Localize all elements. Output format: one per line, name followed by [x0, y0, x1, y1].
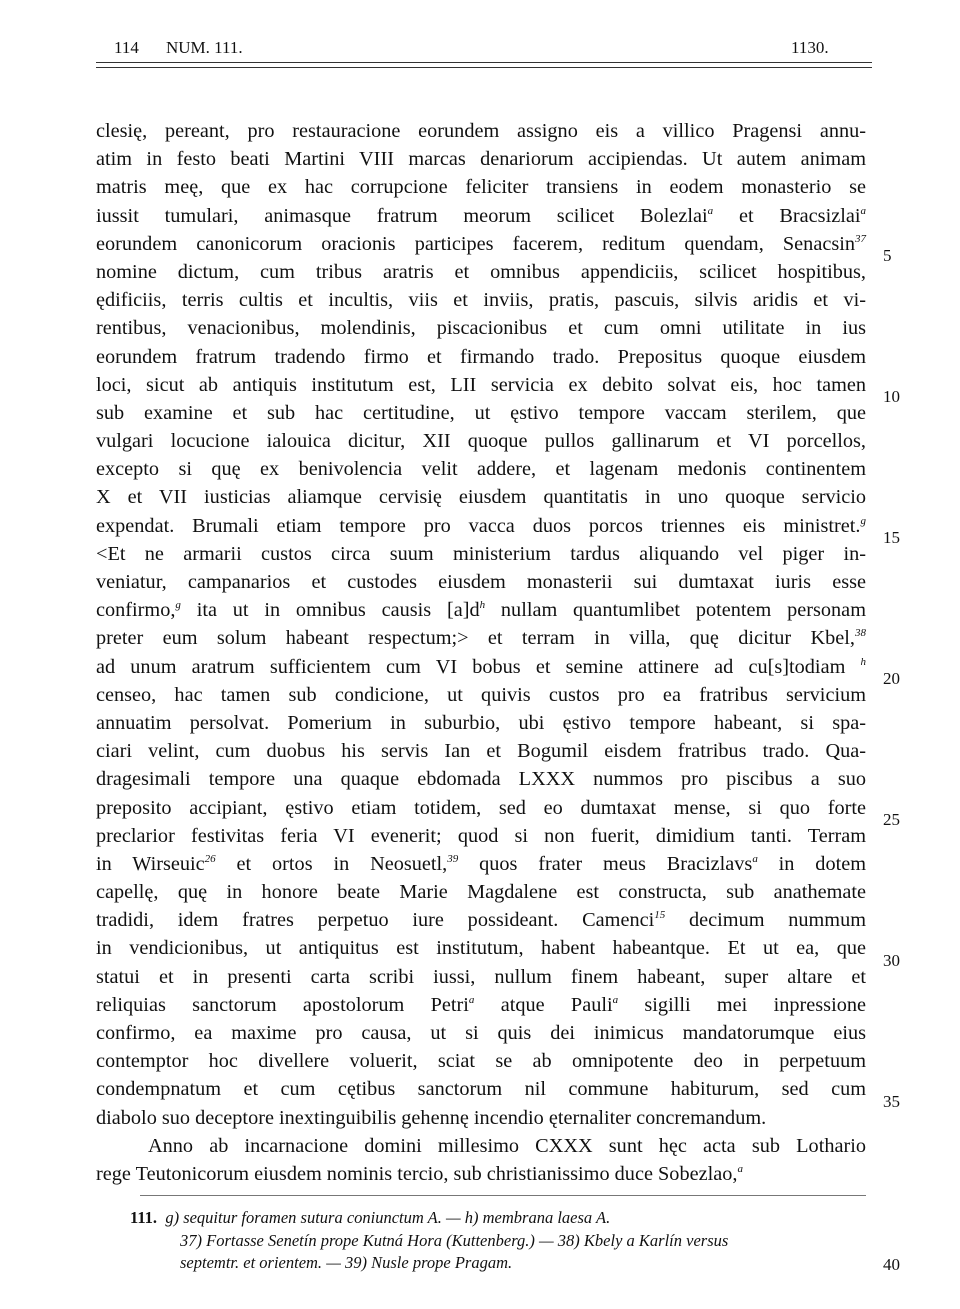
text-line: clesię, pereant, pro restauracione eorundem assigno eis a villico Pragensi annu-	[96, 120, 866, 142]
line-number: 15	[883, 528, 900, 547]
text-line: eorundem canonicorum oracionis participes facerem, reditum quendam, Senacsin$^{37}$	[96, 232, 866, 255]
text-line: in Wirseuic$^{26}$ et ortos in Neosuetl,$^{39}$ quos frater meus Bracizlavs$^a$ in dotem	[96, 852, 866, 875]
text-line: Anno ab incarnacione domini millesimo CXXX sunt hęc acta sub Lothario	[148, 1134, 866, 1157]
document-year: 1130.	[791, 38, 829, 57]
page-number: 114	[114, 38, 139, 57]
line-number: 10	[883, 387, 900, 406]
text-line: capellę, quę in honore beate Marie Magdalene est constructa, sub anathemate	[96, 881, 866, 904]
text-line: atim in festo beati Martini VIII marcas denariorum accipiendas. Ut autem animam	[96, 148, 866, 171]
text-line: expendat. Brumali etiam tempore pro vacca duos porcos triennes eis ministret.$^g$	[96, 514, 866, 537]
text-line: vulgari locucione ialouica dicitur, XII quoque pullos gallinarum et VI porcellos,	[96, 430, 866, 453]
header-rule-upper	[96, 62, 872, 63]
text-line: ad unum aratrum sufficientem cum VI bobus et semine attinere ad cu[s]todiam $^h$	[96, 655, 866, 678]
text-line: matris meę, que ex hac corrupcione feliciter transiens in eodem monasterio se	[96, 176, 866, 199]
line-number: 20	[883, 669, 900, 688]
text-line: dragesimali tempore una quaque ebdomada LXXX nummos pro piscibus a suo	[96, 768, 866, 791]
text-line: confirmo,$^g$ ita ut in omnibus causis $[a]d^h$ nullam quantumlibet potentem personam	[96, 599, 866, 622]
text-line: ciari velint, cum duobus his servis Ian et Bogumil eisdem fratribus trado. Qua-	[96, 740, 866, 763]
footnote-line: septemtr. et orientem. — 39) Nusle prope Pragam.	[180, 1253, 513, 1272]
text-line: preter eum solum habeant respectum;> et terram in villa, quę dicitur Kbel,$^{38}$	[96, 627, 866, 650]
text-line: X et VII iusticias aliamque cervisię eiusdem quantitatis in uno quoque servicio	[96, 486, 866, 509]
text-line: rentibus, venacionibus, molendinis, piscacionibus et cum omni utilitate in ius	[96, 317, 866, 340]
line-number: 5	[883, 246, 892, 265]
text-line: statui et in presenti carta scribi iussi, nullum finem habeant, super altare et	[96, 965, 866, 988]
text-line: tradidi, idem fratres perpetuo iure possideant. Camenci$^{15}$ decimum nummum	[96, 909, 867, 932]
line-number: 25	[883, 810, 900, 829]
text-line: rege Teutonicorum eiusdem nominis tercio, sub christianissimo duce Sobezlao,$^a$	[96, 1162, 743, 1185]
line-number: 30	[883, 951, 900, 970]
text-line: iussit tumulari, animasque fratrum meorum scilicet Bolezlai$^a$ et Bracsizlai$^a$	[96, 204, 866, 227]
text-line: <Et ne armarii custos circa suum ministerium tardus aliquando vel piger in-	[96, 542, 866, 565]
text-line: reliquias sanctorum apostolorum Petri$^a$ atque Pauli$^a$ sigilli mei inpressione	[96, 993, 866, 1016]
header-rule-lower	[96, 67, 872, 68]
footnote-line: 37) Fortasse Senetín prope Kutná Hora (Kuttenberg.) — 38) Kbely a Karlín versus	[180, 1230, 729, 1250]
text-line: diabolo suo deceptore inextinguibilis gehennę incendio ęternaliter concremandum.	[96, 1106, 767, 1129]
text-line: excepto si quę ex benivolencia velit addere, et lagenam medonis continentem	[96, 458, 866, 481]
line-number: 35	[883, 1092, 900, 1111]
text-line: in vendicionibus, ut antiquitus est institutum, habent habeantque. Et ut ea, que	[96, 937, 866, 960]
text-line: annuatim persolvat. Pomerium in suburbio, ubi ęstivo tempore habeant, si spa-	[96, 711, 866, 734]
footnote-rule	[140, 1195, 866, 1196]
text-line: contemptor hoc divellere voluerit, sciat se ab omnipotente deo in perpetuum	[96, 1050, 866, 1073]
text-line: censeo, hac tamen sub condicione, ut quivis custos pro ea fratribus servicium	[96, 683, 866, 706]
charter-text	[96, 117, 866, 1188]
text-line: ędificiis, terris cultis et incultis, viis et inviis, pratis, pascuis, silvis aridis et vi-	[96, 289, 866, 312]
text-line: confirmo, ea maxime pro causa, ut si quis dei inimicus mandatorumque eius	[96, 1022, 866, 1044]
running-head	[96, 38, 868, 64]
document-number: NUM. 111.	[166, 38, 243, 57]
text-line: condempnatum et cum cętibus sanctorum nil commune habiturum, sed cum	[96, 1078, 866, 1101]
footnotes	[130, 1207, 870, 1275]
text-line: eorundem fratrum tradendo firmo et firmando trado. Prepositus quoque eiusdem	[96, 345, 866, 368]
text-line: preclarior festivitas feria VI evenerit; quod si non fuerit, dimidium tanti. Terram	[96, 824, 866, 847]
text-line: loci, sicut ab antiquis institutum est, LII servicia ex debito solvat eis, hoc tamen	[96, 373, 866, 396]
text-line: preposito accipiant, ęstivo etiam totidem, sed eo dumtaxat mense, si quo forte	[96, 796, 866, 819]
footnote-line: 111. g) sequitur foramen sutura coniunctum A. — h) membrana laesa A.	[130, 1208, 611, 1227]
text-line: sub examine et sub hac certitudine, ut ęstivo tempore vaccam sterilem, que	[96, 401, 866, 424]
text-line: nomine dictum, cum tribus aratris et omnibus appendiciis, scilicet hospitibus,	[96, 260, 866, 283]
line-number: 40	[883, 1255, 900, 1274]
text-line: veniatur, campanarios et custodes eiusdem monasterii sui dumtaxat iuris esse	[96, 571, 866, 593]
